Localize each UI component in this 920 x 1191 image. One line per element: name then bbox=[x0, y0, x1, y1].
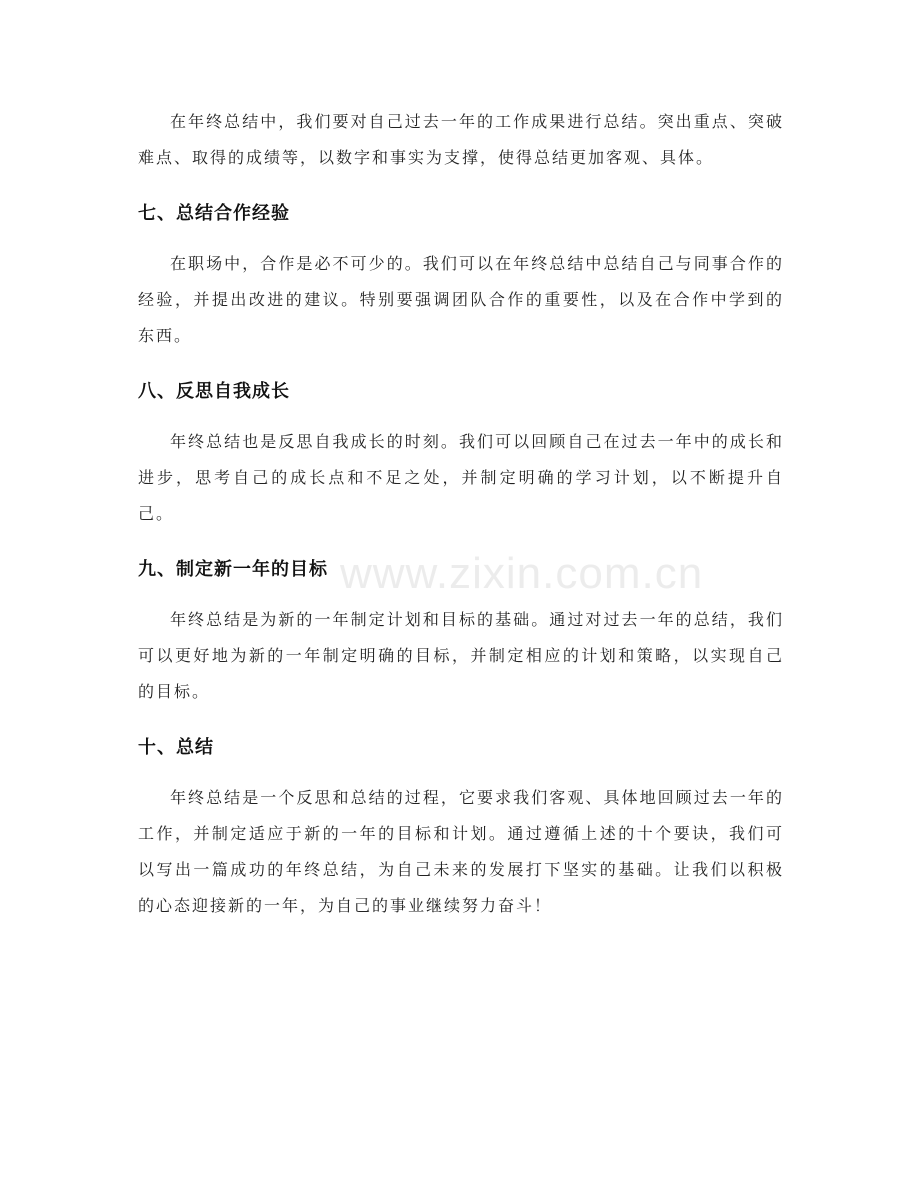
section-heading-9: 九、制定新一年的目标 bbox=[138, 559, 328, 580]
section-heading-8: 八、反思自我成长 bbox=[138, 381, 290, 402]
section-paragraph-10: 年终总结是一个反思和总结的过程，它要求我们客观、具体地回顾过去一年的工作，并制定适应于新的一年的目标和计划。通过遵循上述的十个要诀，我们可以写出一篇成功的年终总结，为自己未来的发展打下坚实的基础。让我们以积极的心态迎接新的一年，为自己的事业继续努力奋斗！ bbox=[138, 788, 784, 915]
section-heading-7: 七、总结合作经验 bbox=[138, 203, 290, 224]
intro-paragraph: 在年终总结中，我们要对自己过去一年的工作成果进行总结。突出重点、突破难点、取得的成绩等，以数字和事实为支撑，使得总结更加客观、具体。 bbox=[138, 112, 784, 167]
section-paragraph-9: 年终总结是为新的一年制定计划和目标的基础。通过对过去一年的总结，我们可以更好地为新的一年制定明确的目标，并制定相应的计划和策略，以实现自己的目标。 bbox=[138, 610, 784, 701]
section-paragraph-8: 年终总结也是反思自我成长的时刻。我们可以回顾自己在过去一年中的成长和进步，思考自己的成长点和不足之处，并制定明确的学习计划，以不断提升自己。 bbox=[138, 432, 784, 523]
watermark-text: www.zixin.com.cn bbox=[340, 549, 704, 598]
section-heading-10: 十、总结 bbox=[138, 737, 214, 758]
section-paragraph-7: 在职场中，合作是必不可少的。我们可以在年终总结中总结自己与同事合作的经验，并提出改进的建议。特别要强调团队合作的重要性，以及在合作中学到的东西。 bbox=[138, 254, 784, 345]
document-content bbox=[138, 104, 784, 924]
